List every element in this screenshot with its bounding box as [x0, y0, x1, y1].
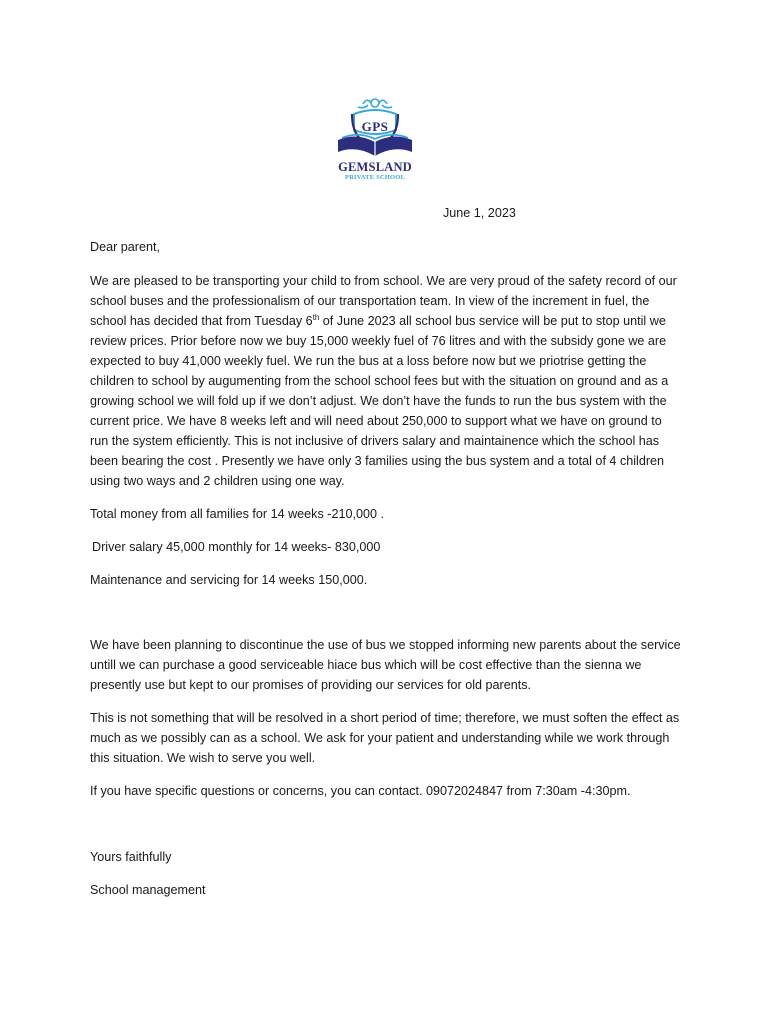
paragraph-intro: [90, 271, 682, 491]
closing: Yours faithfully: [90, 850, 172, 864]
paragraph-intro-part2: of June 2023 all school bus service will be put to stop until we review prices. Prior before now we buy 15,000 weekly fuel of 76 litres and with the subsidy gone we are expected to buy 41,000 weekly fuel. We run the bus at a loss before now but we priotrise getting the children to school by augumenting from the school school fees but with the situation on ground and as a growing school we will fold up if we don’t adjust. We don’t have the funds to run the bus system with the current price. We have 8 weeks left and will need about 250,000 to support what we have on ground to run the system efficiently. This is not inclusive of drivers salary and maintainence which the school has been bearing the cost . Presently we have only 3 families using the bus system and a total of 4 children using two ways and 2 children using one way.: [90, 314, 669, 488]
ordinal-suffix: th: [312, 312, 320, 322]
paragraph-patience: This is not something that will be resolved in a short period of time; therefore, we must soften the effect as much as we possibly can as a school. We ask for your patient and understanding while we work through this situation. We wish to serve you well.: [90, 711, 680, 765]
paragraph-contact: If you have specific questions or concerns, you can contact. 09072024847 from 7:30am -4:30pm.: [90, 784, 631, 798]
salutation: Dear parent,: [90, 240, 161, 254]
logo-school-name: GEMSLAND: [338, 160, 412, 174]
maintenance-line: Maintenance and servicing for 14 weeks 150,000.: [90, 573, 368, 587]
logo-subtitle: PRIVATE SCHOOL: [344, 174, 406, 181]
total-money-line: Total money from all families for 14 weeks -210,000 .: [90, 507, 384, 521]
driver-salary-line: Driver salary 45,000 monthly for 14 weeks- 830,000: [92, 540, 381, 554]
signature: School management: [90, 883, 206, 897]
paragraph-intro-part1: We are pleased to be transporting your child to from school. We are very proud of the safety record of our school buses and the professionalism of our transportation team. In view of the increment in fuel, the school has decided that from Tuesday 6: [90, 274, 677, 328]
school-logo: [330, 92, 420, 190]
letter-date: June 1, 2023: [443, 206, 516, 220]
logo-abbreviation: GPS: [361, 119, 389, 134]
paragraph-discontinue: We have been planning to discontinue the use of bus we stopped informing new parents about the service untill we can purchase a good serviceable hiace bus which will be cost effective than the sienna we presently use but kept to our promises of providing our services for old parents.: [90, 638, 681, 692]
